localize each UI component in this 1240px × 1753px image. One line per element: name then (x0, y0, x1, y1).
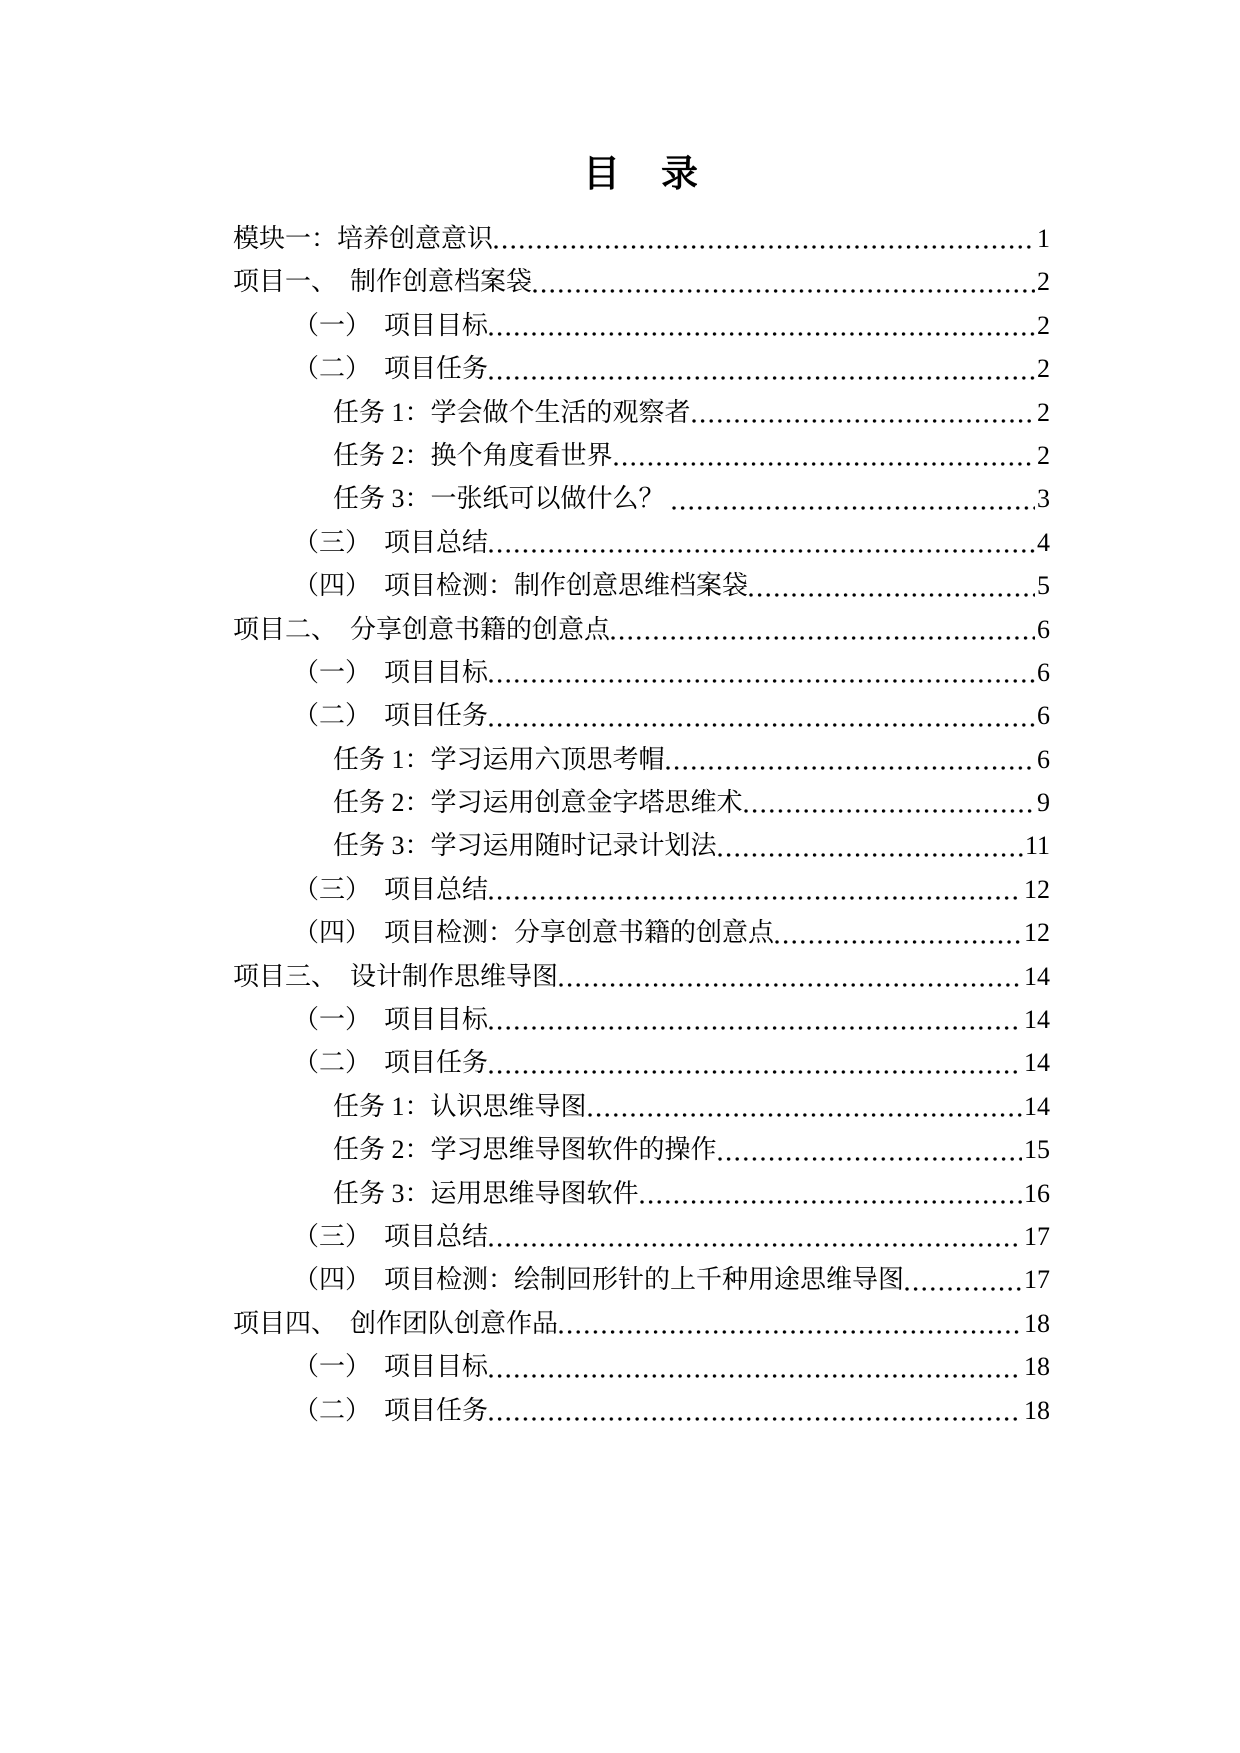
toc-entry[interactable] (233, 608, 1050, 651)
toc-entry-text: （一） 项目目标 (293, 1352, 489, 1382)
toc-entry-text: 任务 3：一张纸可以做什么？ (333, 484, 672, 514)
toc-entry-page-number: 6 (1037, 744, 1050, 774)
toc-entry-page-number: 15 (1024, 1135, 1050, 1165)
dot-leader (611, 608, 1035, 651)
dot-leader (559, 1302, 1022, 1345)
toc-entry-page-number: 17 (1024, 1265, 1050, 1295)
toc-entry-page-number: 4 (1037, 527, 1050, 557)
toc-entry-text: 项目二、 分享创意书籍的创意点 (233, 614, 611, 644)
toc-entry[interactable] (233, 694, 1050, 737)
dot-leader (489, 868, 1022, 911)
toc-entry[interactable] (233, 1128, 1050, 1171)
toc-entry[interactable] (233, 651, 1050, 694)
dot-leader (588, 1085, 1022, 1128)
toc-entry-page-number: 16 (1024, 1178, 1050, 1208)
toc-entry-text: 项目三、 设计制作思维导图 (233, 961, 559, 991)
toc-entry-text: （二） 项目任务 (293, 1395, 489, 1425)
toc-entry-text: （一） 项目目标 (293, 657, 489, 687)
toc-entry-text: 任务 2：学习运用创意金字塔思维术 (333, 788, 743, 818)
dot-leader (614, 434, 1035, 477)
dot-leader (775, 911, 1022, 954)
toc-entry[interactable] (233, 434, 1050, 477)
toc-entry-page-number: 11 (1024, 831, 1050, 861)
toc-entry-page-number: 14 (1024, 1005, 1050, 1035)
dot-leader (666, 738, 1035, 781)
toc-entry-page-number: 6 (1037, 657, 1050, 687)
toc-entry-text: 任务 1：认识思维导图 (333, 1091, 587, 1121)
toc-entry-text: （四） 项目检测：分享创意书籍的创意点 (293, 918, 775, 948)
dot-leader (718, 824, 1023, 867)
toc-entry-page-number: 3 (1037, 484, 1050, 514)
toc-list (233, 217, 1050, 1432)
dot-leader (744, 781, 1035, 824)
toc-entry-page-number: 6 (1037, 614, 1050, 644)
toc-entry-page-number: 2 (1037, 354, 1050, 384)
toc-entry-page-number: 14 (1024, 961, 1050, 991)
dot-leader (489, 651, 1035, 694)
dot-leader (672, 477, 1035, 520)
toc-entry-page-number: 6 (1037, 701, 1050, 731)
toc-entry[interactable] (233, 911, 1050, 954)
dot-leader (489, 521, 1035, 564)
dot-leader (494, 217, 1035, 260)
toc-entry-page-number: 18 (1024, 1352, 1050, 1382)
dot-leader (559, 955, 1022, 998)
dot-leader (489, 1345, 1022, 1388)
dot-leader (640, 1172, 1022, 1215)
toc-entry-text: 项目一、 制作创意档案袋 (233, 267, 533, 297)
toc-entry[interactable] (233, 955, 1050, 998)
toc-entry-text: （三） 项目总结 (293, 874, 489, 904)
dot-leader (489, 694, 1035, 737)
toc-entry-text: 任务 1：学习运用六顶思考帽 (333, 744, 665, 774)
toc-entry-text: （二） 项目任务 (293, 1048, 489, 1078)
toc-entry[interactable] (233, 1258, 1050, 1301)
dot-leader (489, 998, 1022, 1041)
dot-leader (718, 1128, 1022, 1171)
toc-entry[interactable] (233, 564, 1050, 607)
toc-entry-page-number: 2 (1037, 310, 1050, 340)
toc-entry[interactable] (233, 1172, 1050, 1215)
toc-entry[interactable] (233, 477, 1050, 520)
toc-entry[interactable] (233, 304, 1050, 347)
toc-entry[interactable] (233, 217, 1050, 260)
toc-entry-page-number: 18 (1024, 1308, 1050, 1338)
toc-entry-text: （四） 项目检测：制作创意思维档案袋 (293, 571, 749, 601)
toc-entry-page-number: 2 (1037, 440, 1050, 470)
dot-leader (692, 391, 1035, 434)
toc-entry[interactable] (233, 260, 1050, 303)
toc-entry[interactable] (233, 1345, 1050, 1388)
dot-leader (489, 1215, 1022, 1258)
toc-entry-page-number: 12 (1024, 918, 1050, 948)
toc-entry[interactable] (233, 781, 1050, 824)
toc-entry[interactable] (233, 824, 1050, 867)
toc-entry[interactable] (233, 391, 1050, 434)
dot-leader (489, 347, 1035, 390)
toc-entry[interactable] (233, 1215, 1050, 1258)
toc-entry[interactable] (233, 1085, 1050, 1128)
toc-entry[interactable] (233, 521, 1050, 564)
toc-entry-text: （三） 项目总结 (293, 1221, 489, 1251)
toc-title: 目 录 (583, 154, 700, 195)
dot-leader (489, 304, 1035, 347)
toc-entry[interactable] (233, 738, 1050, 781)
toc-entry-page-number: 14 (1024, 1091, 1050, 1121)
toc-entry[interactable] (233, 347, 1050, 390)
dot-leader (489, 1389, 1022, 1432)
toc-entry[interactable] (233, 998, 1050, 1041)
toc-entry-text: 任务 2：学习思维导图软件的操作 (333, 1135, 717, 1165)
toc-entry-page-number: 18 (1024, 1395, 1050, 1425)
toc-entry-page-number: 2 (1037, 267, 1050, 297)
toc-entry-text: （一） 项目目标 (293, 1005, 489, 1035)
toc-entry-page-number: 2 (1037, 397, 1050, 427)
toc-entry[interactable] (233, 1389, 1050, 1432)
toc-entry-page-number: 14 (1024, 1048, 1050, 1078)
dot-leader (533, 260, 1035, 303)
dot-leader (489, 1041, 1022, 1084)
toc-entry-text: （四） 项目检测：绘制回形针的上千种用途思维导图 (293, 1265, 905, 1295)
toc-entry-text: （三） 项目总结 (293, 527, 489, 557)
toc-entry-page-number: 12 (1024, 874, 1050, 904)
toc-entry-text: 任务 2：换个角度看世界 (333, 440, 613, 470)
toc-entry-page-number: 5 (1037, 571, 1050, 601)
toc-entry-text: 任务 3：运用思维导图软件 (333, 1178, 639, 1208)
toc-entry-page-number: 1 (1037, 224, 1050, 253)
dot-leader (749, 564, 1035, 607)
toc-entry[interactable] (233, 1041, 1050, 1084)
dot-leader (905, 1258, 1022, 1301)
toc-entry[interactable] (233, 868, 1050, 911)
toc-entry-text: （一） 项目目标 (293, 310, 489, 340)
toc-entry-page-number: 9 (1037, 788, 1050, 818)
toc-entry-text: （二） 项目任务 (293, 354, 489, 384)
toc-entry-text: 任务 1：学会做个生活的观察者 (333, 397, 691, 427)
toc-entry-text: （二） 项目任务 (293, 701, 489, 731)
toc-entry-page-number: 17 (1024, 1221, 1050, 1251)
toc-entry-text: 任务 3：学习运用随时记录计划法 (333, 831, 717, 861)
toc-entry[interactable] (233, 1302, 1050, 1345)
toc-entry-text: 项目四、 创作团队创意作品 (233, 1308, 559, 1338)
toc-entry-text: 模块一：培养创意意识 (233, 224, 494, 253)
